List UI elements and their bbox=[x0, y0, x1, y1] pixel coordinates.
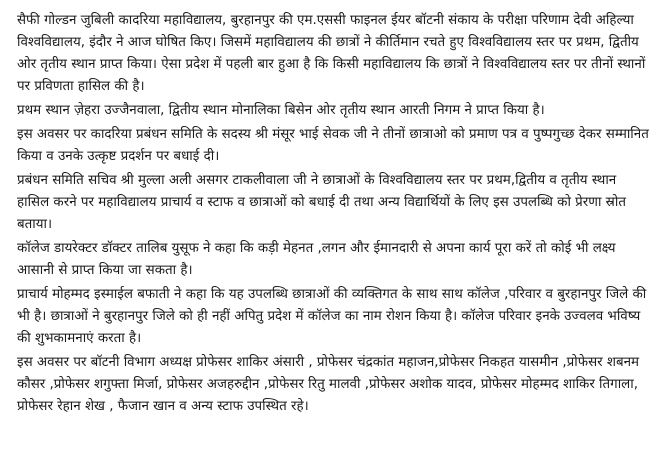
paragraph-results-announcement: सैफी गोल्डन जुबिली कादरिया महाविद्यालय, बुरहानपुर की एम.एससी फाइनल ईयर बॉटनी संकाय के परीक्षा परिणाम देवी अहिल्या विश्वविद्यालय, इंदौर ने आज घोषित किए। जिसमें महाविद्यालय की छात्रों ने कीर्तिमान रचते हुए विश्वविद्यालय स्तर पर प्रथम, द्वितीय ओर तृतीय स्थान प्राप्त किया। ऐसा प्रदेश में पहली बार हुआ है कि किसी महाविद्यालय कि छात्रों ने विश्वविद्यालय स्तर पर तीनों स्थानों पर प्रविणता हासिल की है। bbox=[17, 13, 646, 94]
paragraph-director-quote: कॉलेज डायरेक्टर डॉक्टर तालिब युसूफ ने कहा कि कड़ी मेहनत ,लगन और ईमानदारी से अपना कार्य पूरा करें तो कोई भी लक्ष्य आसानी से प्राप्त किया जा सकता है। bbox=[17, 241, 616, 278]
paragraph-attendees: इस अवसर पर बॉटनी विभाग अध्यक्ष प्रोफेसर शाकिर अंसारी , प्रोफेसर चंद्रकांत महाजन,प्रोफेसर निकहत यासमीन ,प्रोफेसर शबनम कौसर ,प्रोफेसर शगुफ्ता मिर्जा, प्रोफेसर अजहरुद्दीन ,प्रोफेसर रितु मालवी ,प्रोफेसर अशोक यादव, प्रोफेसर मोहम्मद शाकिर तिगाला, प्रोफेसर रेहान शेख , फैजान खान व अन्य स्टाफ उपस्थित रहे। bbox=[17, 355, 640, 414]
paragraph-secretary-congratulations: प्रबंधन समिति सचिव श्री मुल्ला अली असगर टाकलीवाला जी ने छात्राओं के विश्वविद्यालय स्तर पर प्रथम,द्वितीय व तृतीय स्थान हासिल करने पर महाविद्यालय प्राचार्य व स्टाफ व छात्राओं को बधाई दी तथा अन्य विद्यार्थियों के लिए इस उपलब्धि को प्रेरणा स्रोत बताया। bbox=[17, 173, 626, 232]
paragraph-toppers: प्रथम स्थान ज़ेहरा उज्जैनवाला, द्वितीय स्थान मोनालिका बिसेन ओर तृतीय स्थान आरती निगम ने प्राप्त किया है। bbox=[17, 103, 545, 118]
paragraph-felicitation: इस अवसर पर कादरिया प्रबंधन समिति के सदस्य श्री मंसूर भाई सेवक जी ने तीनों छात्राओ को प्रमाण पत्र व पुष्पगुच्छ देकर सम्मानित किया व उनके उत्कृष्ट प्रदर्शन पर बधाई दी। bbox=[17, 127, 649, 164]
paragraph-principal-quote: प्राचार्य मोहम्मद इस्माईल बफाती ने कहा कि यह उपलब्धि छात्राओं की व्यक्तिगत के साथ साथ कॉलेज ,परिवार व बुरहानपुर जिले की भी है। छात्राओं ने बुरहानपुर जिले को ही नहीं अपितु प्रदेश में कॉलेज का नाम रोशन किया है। कॉलेज परिवार इनके उज्वलव भविष्य की शुभकामनाएं करता है। bbox=[17, 287, 647, 346]
